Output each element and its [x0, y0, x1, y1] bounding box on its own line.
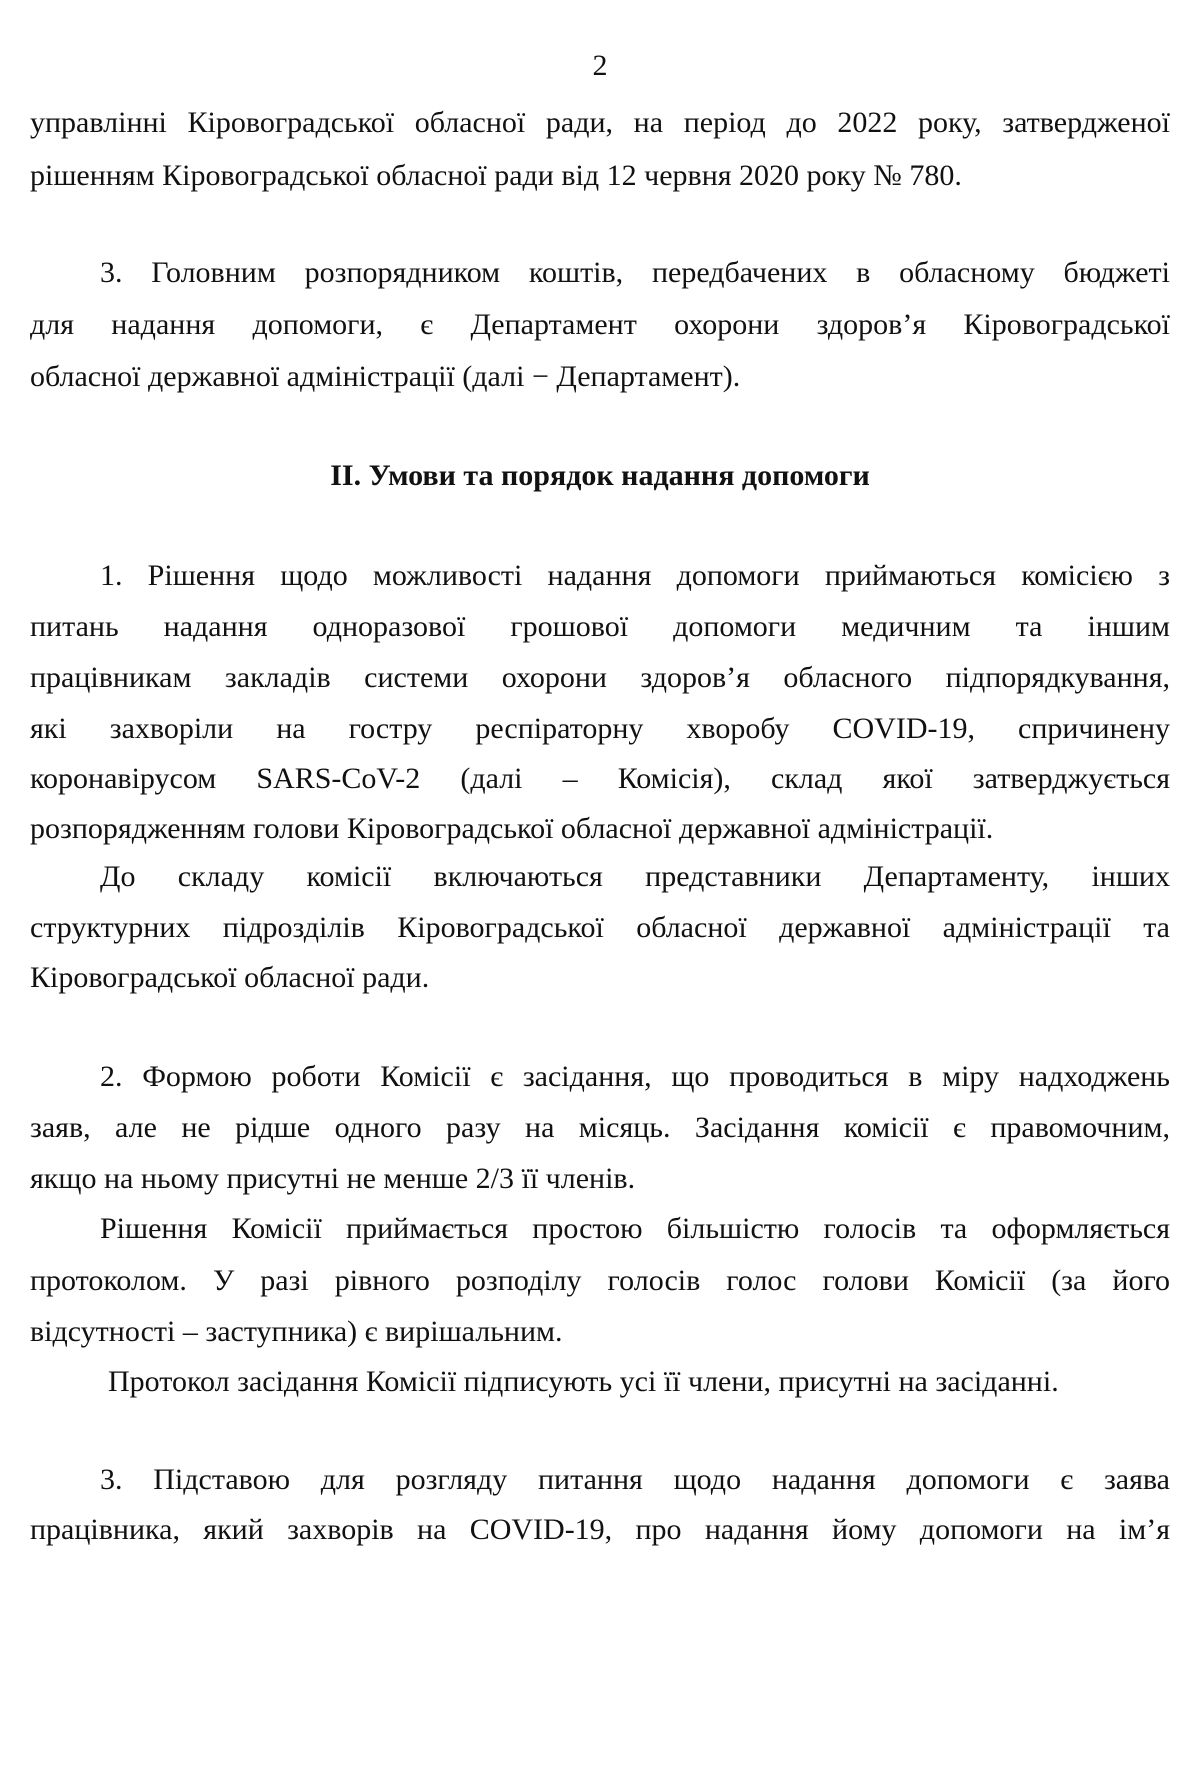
text-line: працівника, який захворів на COVID-19, про надання йому допомоги на ім’я: [30, 1513, 1170, 1546]
section-heading: II. Умови та порядок надання допомоги: [330, 459, 870, 492]
text-line: працівникам закладів системи охорони здоров’я обласного підпорядкування,: [30, 661, 1170, 694]
text-line: До складу комісії включаються представники Департаменту, інших: [100, 860, 1170, 893]
text-line: 3. Головним розпорядником коштів, передбачених в обласному бюджеті: [100, 256, 1170, 289]
text-line: якщо на ньому присутні не менше 2/3 її членів.: [30, 1162, 636, 1195]
text-line: розпорядженням голови Кіровоградської обласної державної адміністрації.: [30, 812, 994, 845]
text-line: 2. Формою роботи Комісії є засідання, що проводиться в міру надходжень: [100, 1060, 1170, 1093]
text-line: Рішення Комісії приймається простою більшістю голосів та оформляється: [100, 1212, 1170, 1245]
text-line: управлінні Кіровоградської обласної ради, на період до 2022 року, затвердженої: [30, 106, 1170, 139]
text-line: рішенням Кіровоградської обласної ради від 12 червня 2020 року № 780.: [30, 159, 962, 192]
text-line: структурних підрозділів Кіровоградської обласної державної адміністрації та: [30, 911, 1170, 944]
text-line: заяв, але не рідше одного разу на місяць. Засідання комісії є правомочним,: [30, 1111, 1170, 1144]
text-line: коронавірусом SARS-CoV-2 (далі – Комісія), склад якої затверджується: [30, 762, 1170, 795]
text-line: питань надання одноразової грошової допомоги медичним та іншим: [30, 610, 1170, 643]
text-line: Кіровоградської обласної ради.: [30, 961, 430, 994]
text-line: протоколом. У разі рівного розподілу голосів голос голови Комісії (за його: [30, 1264, 1170, 1297]
text-line: які захворіли на гостру респіраторну хворобу COVID-19, спричинену: [30, 712, 1170, 745]
text-line: Протокол засідання Комісії підписують усі її члени, присутні на засіданні.: [108, 1365, 1059, 1398]
text-line: відсутності – заступника) є вирішальним.: [30, 1315, 563, 1348]
text-line: для надання допомоги, є Департамент охорони здоров’я Кіровоградської: [30, 308, 1170, 341]
text-line: 3. Підставою для розгляду питання щодо надання допомоги є заява: [100, 1463, 1170, 1496]
page-number: 2: [592, 49, 608, 82]
text-line: обласної державної адміністрації (далі − Департамент).: [30, 360, 741, 393]
text-line: 1. Рішення щодо можливості надання допомоги приймаються комісією з: [100, 559, 1170, 592]
